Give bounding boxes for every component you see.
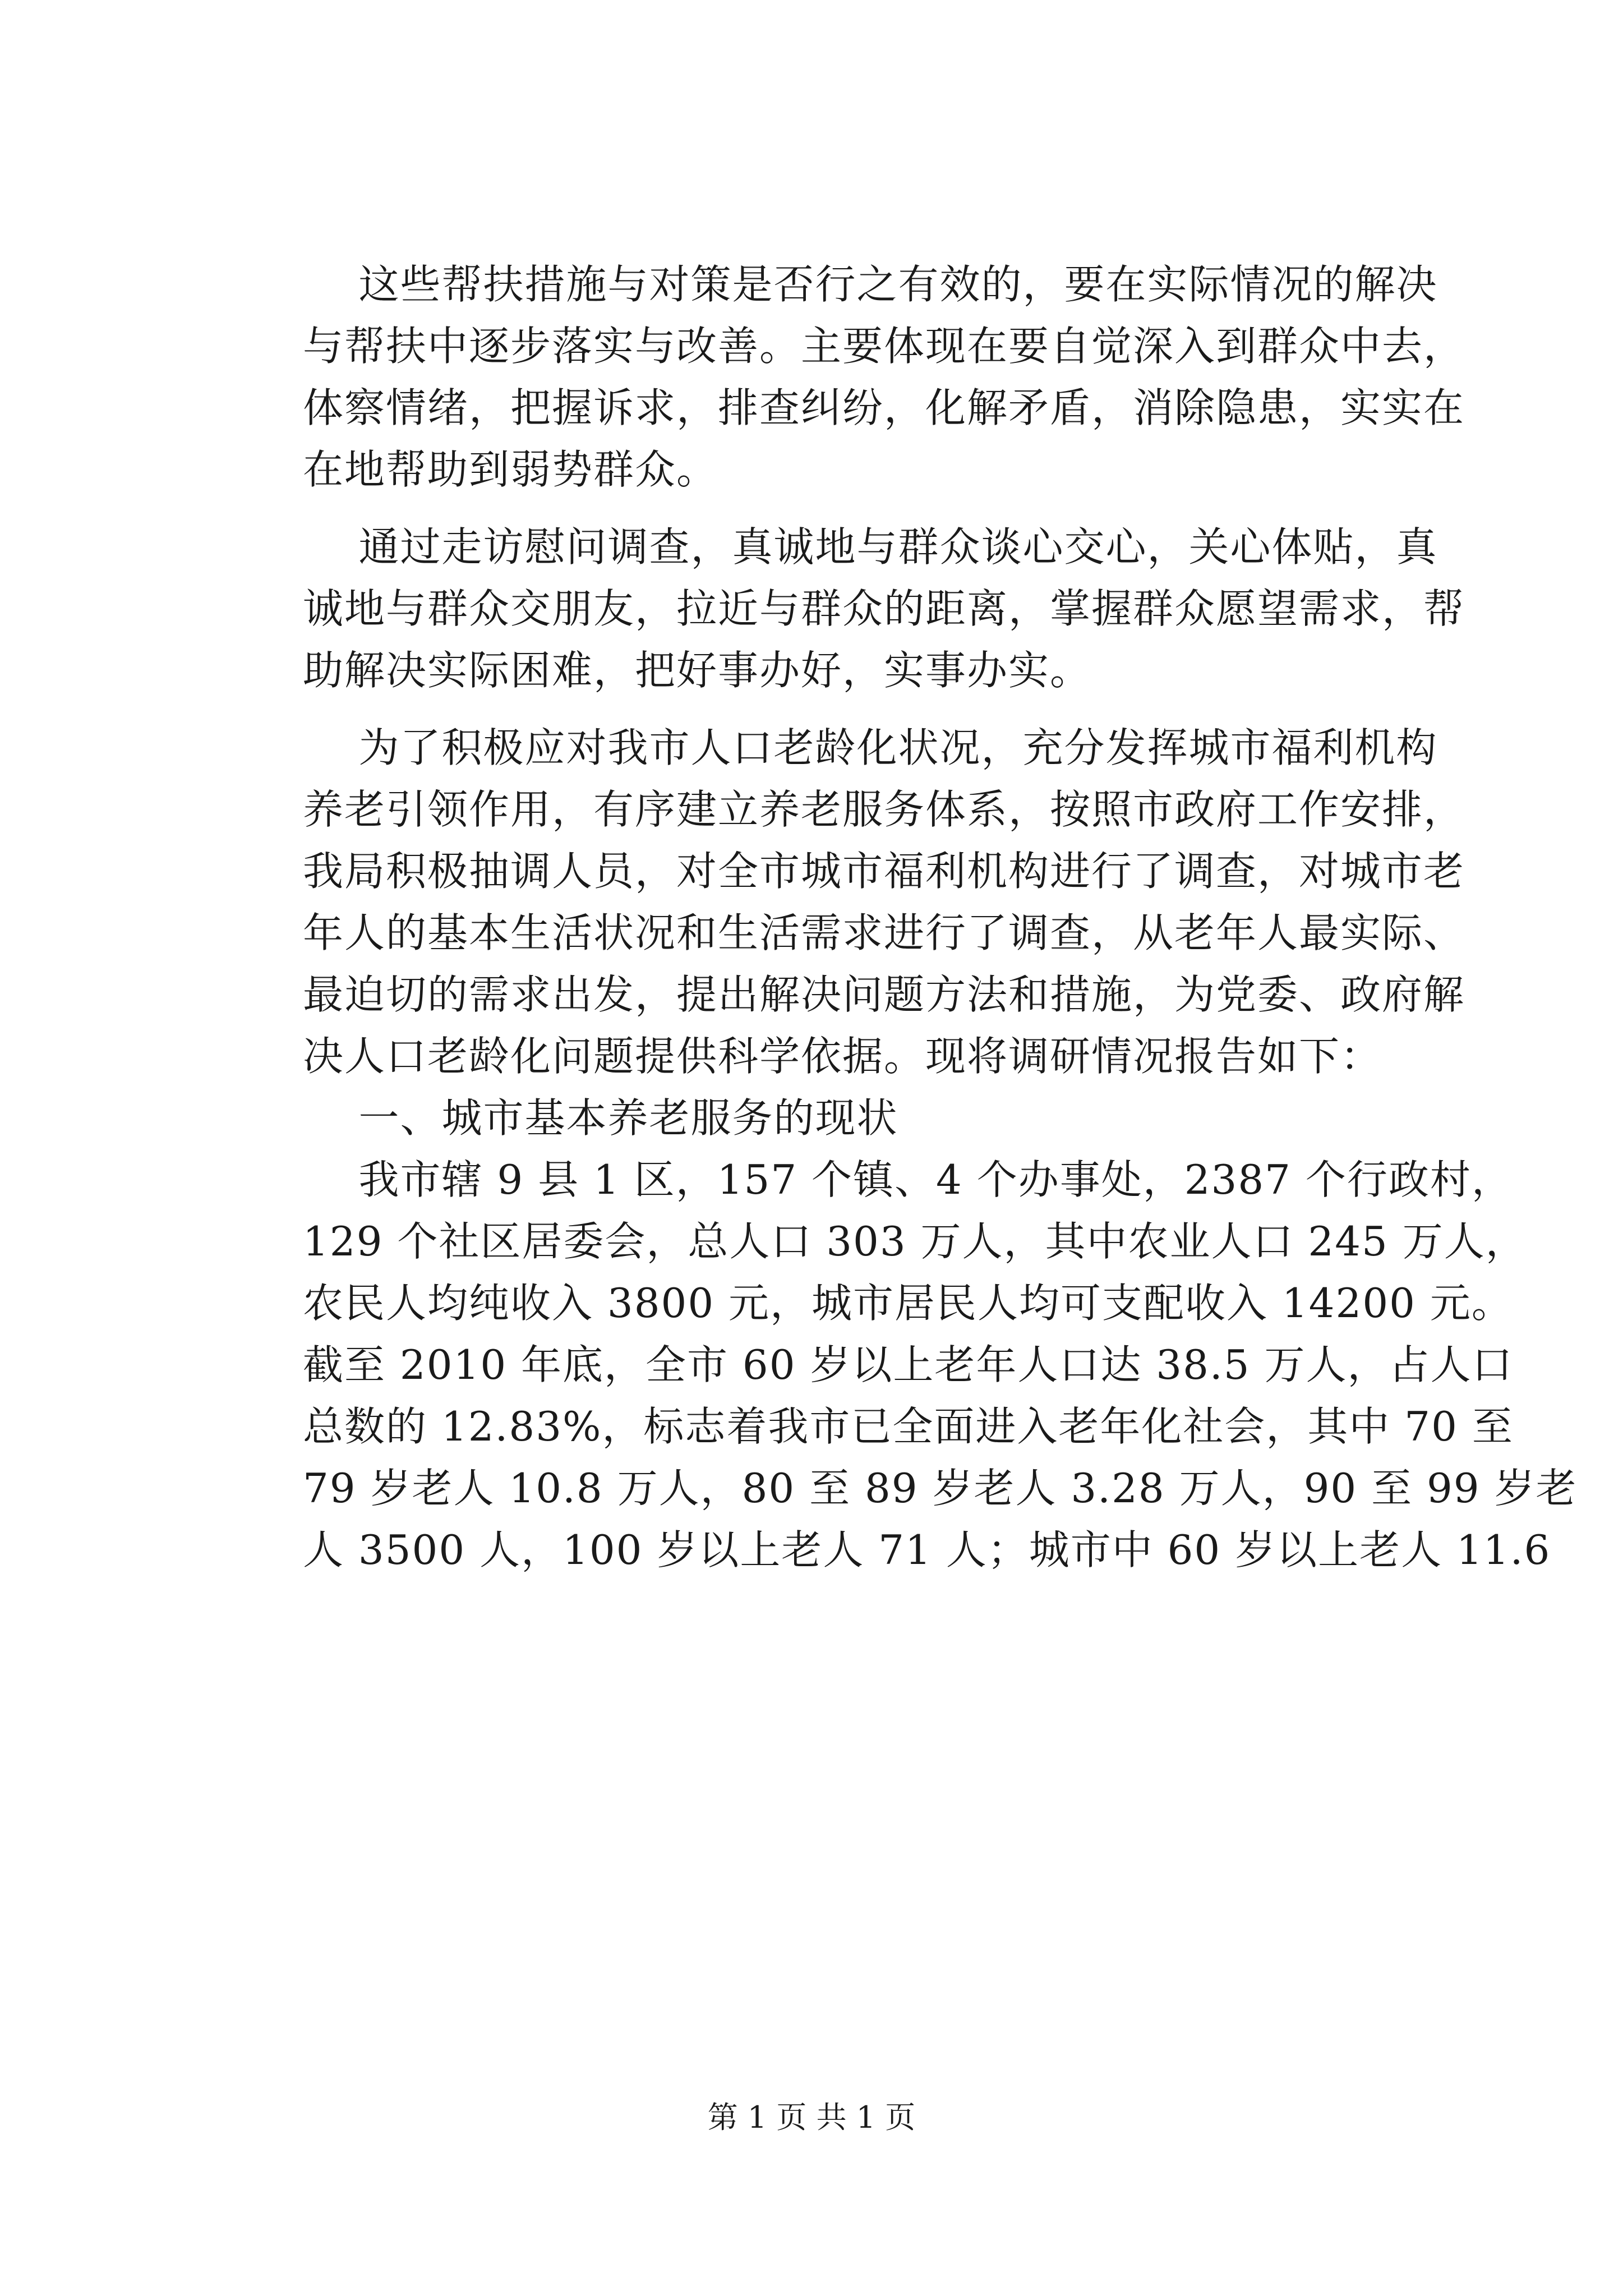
text-line: 79 岁老人 10.8 万人，80 至 89 岁老人 3.28 万人，90 至 99 岁老 (303, 1465, 1578, 1512)
paragraph (303, 254, 1465, 500)
text-line: 这些帮扶措施与对策是否行之有效的，要在实际情况的解决 (303, 261, 1438, 308)
section-heading (303, 1087, 1413, 1149)
text-line: 截至 2010 年底，全市 60 岁以上老年人口达 38.5 万人，占人口 (303, 1341, 1514, 1388)
text-line: 人 3500 人，100 岁以上老人 71 人；城市中 60 岁以上老人 11.6 (303, 1526, 1551, 1573)
text-line: 年人的基本生活状况和生活需求进行了调查，从老年人最实际、 (303, 909, 1465, 956)
text-line: 诚地与群众交朋友，拉近与群众的距离，掌握群众愿望需求，帮 (303, 585, 1465, 632)
text-line: 与帮扶中逐步落实与改善。主要体现在要自觉深入到群众中去， (303, 323, 1465, 370)
text-line: 为了积极应对我市人口老龄化状况，充分发挥城市福利机构 (303, 724, 1438, 771)
document-body (303, 254, 1578, 1581)
text-line: 我局积极抽调人员，对全市城市福利机构进行了调查，对城市老 (303, 848, 1465, 895)
text-line: 通过走访慰问调查，真诚地与群众谈心交心，关心体贴，真 (303, 523, 1438, 570)
paragraph-gap (303, 500, 1413, 516)
text-line: 体察情绪，把握诉求，排查纠纷，化解矛盾，消除隐患，实实在 (303, 384, 1465, 431)
text-line: 助解决实际困难，把好事办好，实事办实。 (303, 647, 1092, 694)
text-line: 决人口老龄化问题提供科学依据。现将调研情况报告如下： (303, 1033, 1382, 1080)
paragraph (303, 717, 1465, 1087)
text-line: 养老引领作用，有序建立养老服务体系，按照市政府工作安排， (303, 786, 1465, 833)
text-line: 在地帮助到弱势群众。 (303, 446, 718, 493)
page-footer: 第 1 页 共 1 页 (707, 2100, 916, 2135)
text-line: 农民人均纯收入 3800 元，城市居民人均可支配收入 14200 元。 (303, 1280, 1513, 1327)
paragraph (303, 516, 1465, 701)
text-line: 129 个社区居委会，总人口 303 万人，其中农业人口 245 万人， (303, 1218, 1527, 1265)
text-line: 我市辖 9 县 1 区，157 个镇、4 个办事处，2387 个行政村， (303, 1156, 1513, 1203)
text-line: 总数的 12.83%，标志着我市已全面进入老年化社会，其中 70 至 (303, 1403, 1514, 1450)
heading-line: 一、城市基本养老服务的现状 (303, 1094, 898, 1142)
paragraph (303, 1149, 1578, 1581)
paragraph-gap (303, 701, 1413, 717)
text-line: 最迫切的需求出发，提出解决问题方法和措施，为党委、政府解 (303, 971, 1465, 1018)
